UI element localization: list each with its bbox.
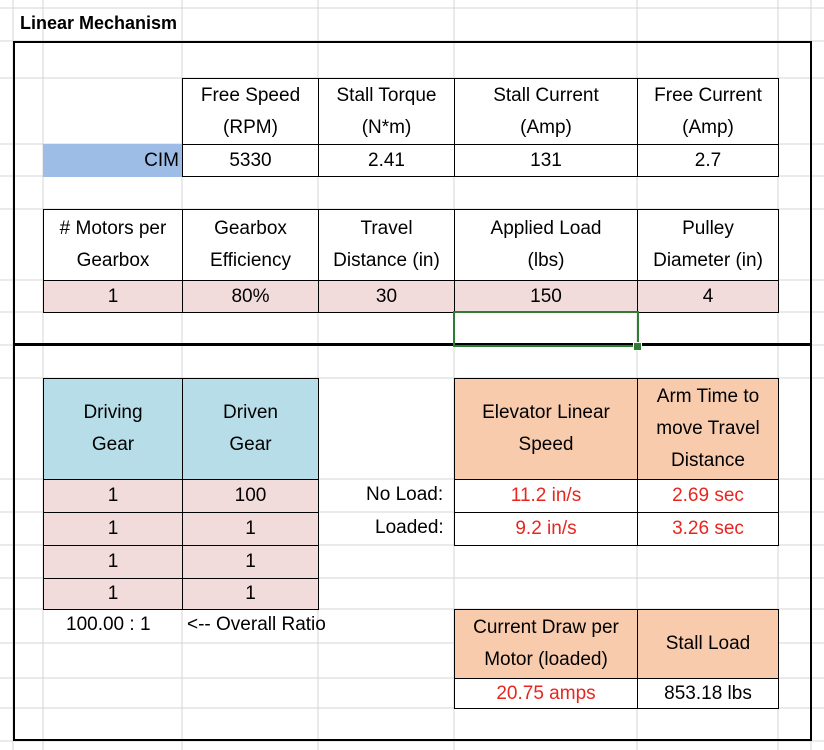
selected-cell[interactable] (453, 311, 639, 347)
motor-header-stall-current[interactable]: Stall Current (Amp) (454, 78, 638, 145)
param-value-gearbox-efficiency[interactable]: 80% (182, 280, 319, 313)
motor-value-stall-torque[interactable]: 2.41 (318, 144, 455, 177)
gear-row-2-driven[interactable]: 1 (182, 512, 319, 546)
param-value-motors-per-gearbox[interactable]: 1 (43, 280, 183, 313)
gear-row-3-driving[interactable]: 1 (43, 545, 183, 579)
param-header-applied-load[interactable]: Applied Load (lbs) (454, 209, 638, 281)
gear-header-driving[interactable]: Driving Gear (43, 378, 183, 480)
param-value-applied-load[interactable]: 150 (454, 280, 638, 313)
gear-header-driven[interactable]: Driven Gear (182, 378, 319, 480)
overall-ratio-value[interactable]: 100.00 : 1 (66, 614, 151, 635)
motor-value-free-speed[interactable]: 5330 (182, 144, 319, 177)
result-no-load-time[interactable]: 2.69 sec (637, 479, 779, 513)
overall-ratio-label[interactable]: <-- Overall Ratio (187, 614, 326, 635)
result-loaded-time[interactable]: 3.26 sec (637, 512, 779, 546)
gear-row-4-driving[interactable]: 1 (43, 578, 183, 610)
motor-header-free-current[interactable]: Free Current (Amp) (637, 78, 779, 145)
param-header-travel-distance[interactable]: Travel Distance (in) (318, 209, 455, 281)
current-value-draw[interactable]: 20.75 amps (454, 678, 638, 709)
result-no-load-speed[interactable]: 11.2 in/s (454, 479, 638, 513)
gear-row-3-driven[interactable]: 1 (182, 545, 319, 579)
gear-row-2-driving[interactable]: 1 (43, 512, 183, 546)
gear-row-1-driven[interactable]: 100 (182, 479, 319, 513)
result-header-linear-speed[interactable]: Elevator Linear Speed (454, 378, 638, 480)
current-value-stall-load[interactable]: 853.18 lbs (637, 678, 779, 709)
motor-header-stall-torque[interactable]: Stall Torque (N*m) (318, 78, 455, 145)
param-value-travel-distance[interactable]: 30 (318, 280, 455, 313)
result-row-no-load-label[interactable]: No Load: (366, 484, 444, 505)
page-title: Linear Mechanism (20, 13, 178, 33)
motor-value-free-current[interactable]: 2.7 (637, 144, 779, 177)
section-divider (13, 343, 812, 346)
param-value-pulley-diameter[interactable]: 4 (637, 280, 779, 313)
fill-handle[interactable] (633, 342, 642, 351)
current-header-draw[interactable]: Current Draw per Motor (loaded) (454, 609, 638, 679)
gear-row-4-driven[interactable]: 1 (182, 578, 319, 610)
current-header-stall-load[interactable]: Stall Load (637, 609, 779, 679)
param-header-gearbox-efficiency[interactable]: Gearbox Efficiency (182, 209, 319, 281)
motor-name-cell[interactable]: CIM (43, 144, 183, 177)
motor-header-free-speed[interactable]: Free Speed (RPM) (182, 78, 319, 145)
motor-value-stall-current[interactable]: 131 (454, 144, 638, 177)
result-row-loaded-label[interactable]: Loaded: (375, 517, 444, 538)
gear-row-1-driving[interactable]: 1 (43, 479, 183, 513)
param-header-pulley-diameter[interactable]: Pulley Diameter (in) (637, 209, 779, 281)
param-header-motors-per-gearbox[interactable]: # Motors per Gearbox (43, 209, 183, 281)
result-header-travel-time[interactable]: Arm Time to move Travel Distance (637, 378, 779, 480)
result-loaded-speed[interactable]: 9.2 in/s (454, 512, 638, 546)
